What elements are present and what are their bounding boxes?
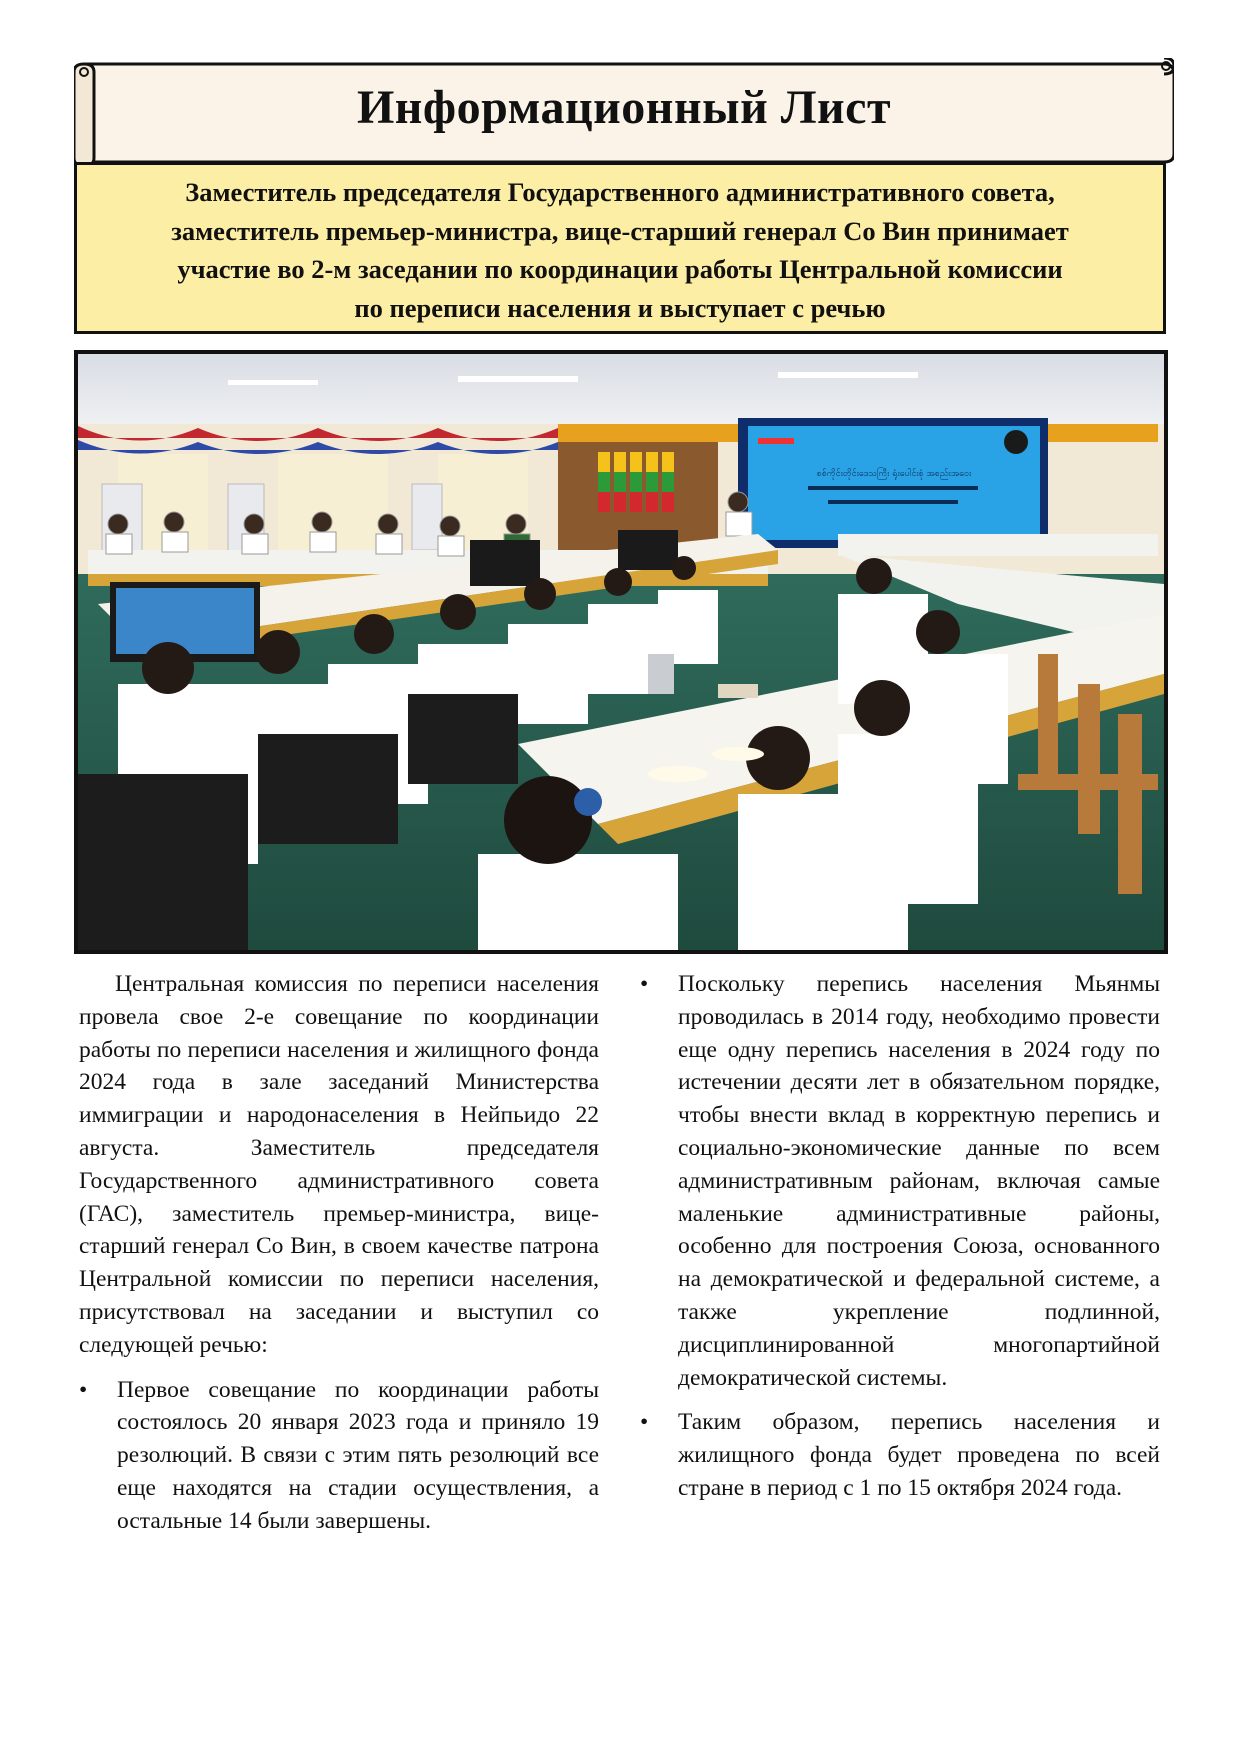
headline-line: Заместитель председателя Государственного административного совета, (185, 177, 1055, 207)
bullet-item-2 (640, 968, 1160, 1394)
headline-line: заместитель премьер-министра, вице-старший генерал Со Вин принимает (171, 215, 1069, 246)
bullet-item-3 (640, 1406, 1160, 1504)
bullet-text: Первое совещание по координации работы состоялось 20 января 2023 года и приняло 19 резолюций. В связи с этим пять резолюций все еще находятся на стадии осуществления, а остальные 14 были завершены. (117, 1376, 599, 1534)
headline-line: по переписи населения и выступает с речью (354, 292, 886, 323)
bullet-text: Поскольку перепись населения Мьянмы проводилась в 2014 году, необходимо провести еще одну перепись населения в 2024 году по истечении десяти лет в обязательном порядке, чтобы внести вклад в корректную перепись и социально-экономические данные по всем административным районам, включая самые маленькие административные районы, особенно для построения Союза, основанного на демократической и федеральной системе, а также укрепление подлинной, дисциплинированной многопартийной демократической системы. (678, 971, 1160, 1391)
left-column (79, 968, 599, 1538)
headline-line: участие во 2-м заседании по координации работы Центральной комиссии (177, 254, 1063, 284)
right-column (640, 968, 1160, 1505)
page-title: Информационный Лист (356, 81, 892, 134)
bullet-icon: • (640, 1409, 649, 1436)
screen-text: စစ်ကိုင်းတိုင်းဒေသကြီး ရုံးပေါင်းစုံ အစည်းအဝေး (816, 469, 972, 479)
intro-paragraph: Центральная комиссия по переписи населения провела свое 2-е совещание по координации работы по переписи населения и жилищного фонда 2024 года в зале заседаний Министерства иммиграции и народонаселения в Нейпьидо 22 августа. Заместитель председателя Государственного административного совета (ГАС), заместитель премьер-министра, вице-старший генерал Со Вин, в своем качестве патрона Центральной комиссии по переписи населения, присутствовал на заседании и выступил со следующей речью: (79, 971, 599, 1358)
bullet-icon: • (640, 971, 649, 997)
title-banner (74, 58, 1174, 168)
bullet-text: Таким образом, перепись населения и жилищного фонда будет проведена по всей стране в период с 1 по 15 октября 2024 года. (678, 1409, 1160, 1501)
meeting-photo-illustration (78, 354, 1164, 950)
bullet-item-1 (79, 1374, 599, 1538)
headline-box (74, 162, 1166, 334)
meeting-photo (74, 350, 1168, 954)
bullet-icon: • (79, 1376, 88, 1403)
